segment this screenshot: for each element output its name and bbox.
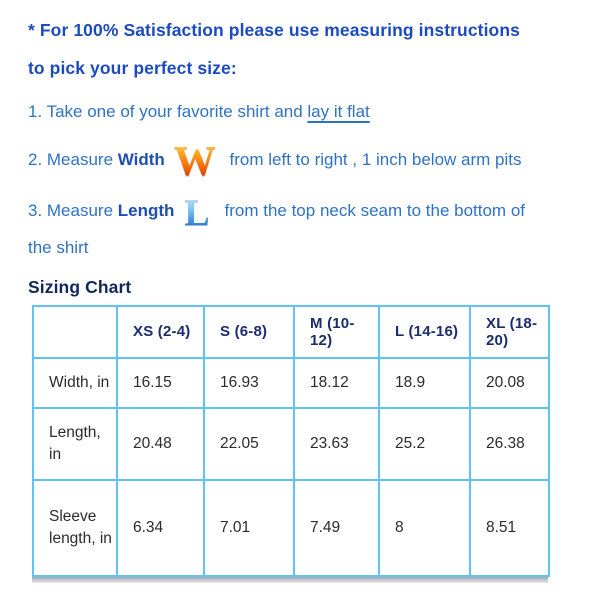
sleeve-l-value: 8 [379, 480, 470, 576]
width-keyword: Width [117, 150, 165, 169]
sleeve-xs-value: 6.34 [117, 480, 204, 576]
header-cell-xl: XL (18-20) [470, 306, 549, 358]
table-bottom-shadow [32, 577, 548, 583]
header-cell-l: L (14-16) [379, 306, 470, 358]
header-cell-s: S (6-8) [204, 306, 294, 358]
width-xl-value: 20.08 [470, 358, 549, 408]
row-label-sleeve-length: Sleeve length, in [33, 480, 117, 576]
length-letter-icon: L [184, 191, 210, 234]
sleeve-s-value: 7.01 [204, 480, 294, 576]
satisfaction-note [28, 11, 582, 87]
step-3-text: 3. Measure [28, 201, 118, 220]
step-1 [28, 99, 582, 125]
width-l-value: 18.9 [379, 358, 470, 408]
length-s-value: 22.05 [204, 408, 294, 480]
length-xl-value: 26.38 [470, 408, 549, 480]
table-row-width [33, 358, 549, 408]
table-header-row [33, 306, 549, 358]
width-s-value: 16.93 [204, 358, 294, 408]
step-2 [28, 137, 582, 183]
header-cell-empty [33, 306, 117, 358]
step-1-text: 1. Take one of your favorite shirt and [28, 102, 308, 121]
satisfaction-note-line2: to pick your perfect size: [28, 58, 237, 78]
table-row-length [33, 408, 549, 480]
row-label-width: Width, in [33, 358, 117, 408]
step-2-suffix: from left to right , 1 inch below arm pits [224, 150, 522, 169]
sleeve-m-value: 7.49 [294, 480, 379, 576]
sizing-chart-table [32, 305, 550, 577]
step-2-text: 2. Measure [28, 150, 118, 169]
lay-it-flat-emphasis: lay it flat [307, 102, 370, 121]
step-3-suffix-line2: the shirt [28, 237, 89, 257]
satisfaction-note-line1: * For 100% Satisfaction please use measuring instructions [28, 20, 520, 40]
length-keyword: Length [117, 201, 175, 220]
length-xs-value: 20.48 [117, 408, 204, 480]
width-m-value: 18.12 [294, 358, 379, 408]
length-l-value: 25.2 [379, 408, 470, 480]
width-letter-icon: W [173, 138, 216, 185]
step-3-suffix-line1: from the top neck seam to the bottom of [219, 201, 525, 220]
sizing-chart-title: Sizing Chart [28, 276, 132, 297]
length-m-value: 23.63 [294, 408, 379, 480]
row-label-length: Length, in [33, 408, 117, 480]
header-cell-xs: XS (2-4) [117, 306, 204, 358]
header-cell-m: M (10-12) [294, 306, 379, 358]
step-3 [28, 193, 582, 266]
sleeve-xl-value: 8.51 [470, 480, 549, 576]
table-row-sleeve-length [33, 480, 549, 576]
width-xs-value: 16.15 [117, 358, 204, 408]
